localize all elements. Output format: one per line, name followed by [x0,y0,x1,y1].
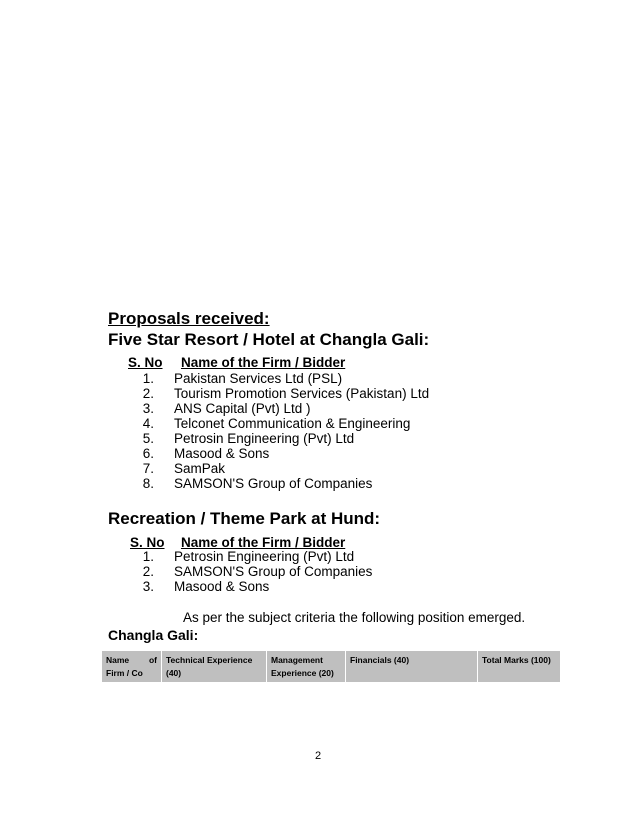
col-sno-header: S. No [130,535,165,550]
evaluation-table [101,650,561,683]
item-name: Masood & Sons [174,446,270,461]
hund-section-heading: Recreation / Theme Park at Hund: [108,509,381,528]
list-item [124,371,342,386]
item-number: 1. [142,371,154,386]
list-item [124,416,410,431]
col-sno-header: S. No [128,355,163,370]
list-item [124,386,429,401]
item-name: Telconet Communication & Engineering [174,416,411,431]
item-name: Masood & Sons [174,579,270,594]
header-firm-name [102,651,162,683]
list-item [124,431,354,446]
list-item [124,446,269,461]
item-number: 8. [142,476,154,491]
col-name-header: Name of the Firm / Bidder [180,355,346,370]
item-number: 7. [142,461,154,476]
header-management-experience: Management Experience (20) [267,651,346,683]
item-name: Petrosin Engineering (Pvt) Ltd [174,549,355,564]
item-name: Tourism Promotion Services (Pakistan) Ltd [174,386,430,401]
list-item [124,476,372,491]
header-firm-name-part: of [148,655,157,665]
list-item [124,461,225,476]
item-number: 6. [142,446,154,461]
item-number: 3. [142,579,154,594]
list-item [124,401,311,416]
list-header [128,354,345,372]
subject-criteria-line: As per the subject criteria the following position emerged. [183,610,526,625]
list-item [124,579,269,594]
header-firm-name-part: Name [106,655,130,665]
item-name: SAMSON'S Group of Companies [174,476,373,491]
page-number: 2 [315,750,322,762]
changla-gali-subheading: Changla Gali: [108,627,199,643]
list-item [124,564,372,579]
item-number: 5. [142,431,154,446]
item-name: SamPak [174,461,226,476]
changla-section-heading: Five Star Resort / Hotel at Changla Gali: [108,330,430,349]
item-name: ANS Capital (Pvt) Ltd ) [174,401,311,416]
item-number: 2. [142,386,154,401]
item-name: Petrosin Engineering (Pvt) Ltd [174,431,355,446]
col-name-header: Name of the Firm / Bidder [180,535,346,550]
item-number: 2. [142,564,154,579]
list-item [124,549,354,564]
item-number: 3. [142,401,154,416]
item-name: SAMSON'S Group of Companies [174,564,373,579]
item-number: 4. [142,416,154,431]
item-name: Pakistan Services Ltd (PSL) [174,371,343,386]
header-firm-name-part: Firm / Co [106,668,143,678]
header-financials: Financials (40) [346,651,478,683]
header-total-marks: Total Marks (100) [478,651,561,683]
proposals-heading: Proposals received: [108,309,270,328]
item-number: 1. [142,549,154,564]
table-header-row [102,651,561,683]
header-technical-experience: Technical Experience (40) [162,651,267,683]
